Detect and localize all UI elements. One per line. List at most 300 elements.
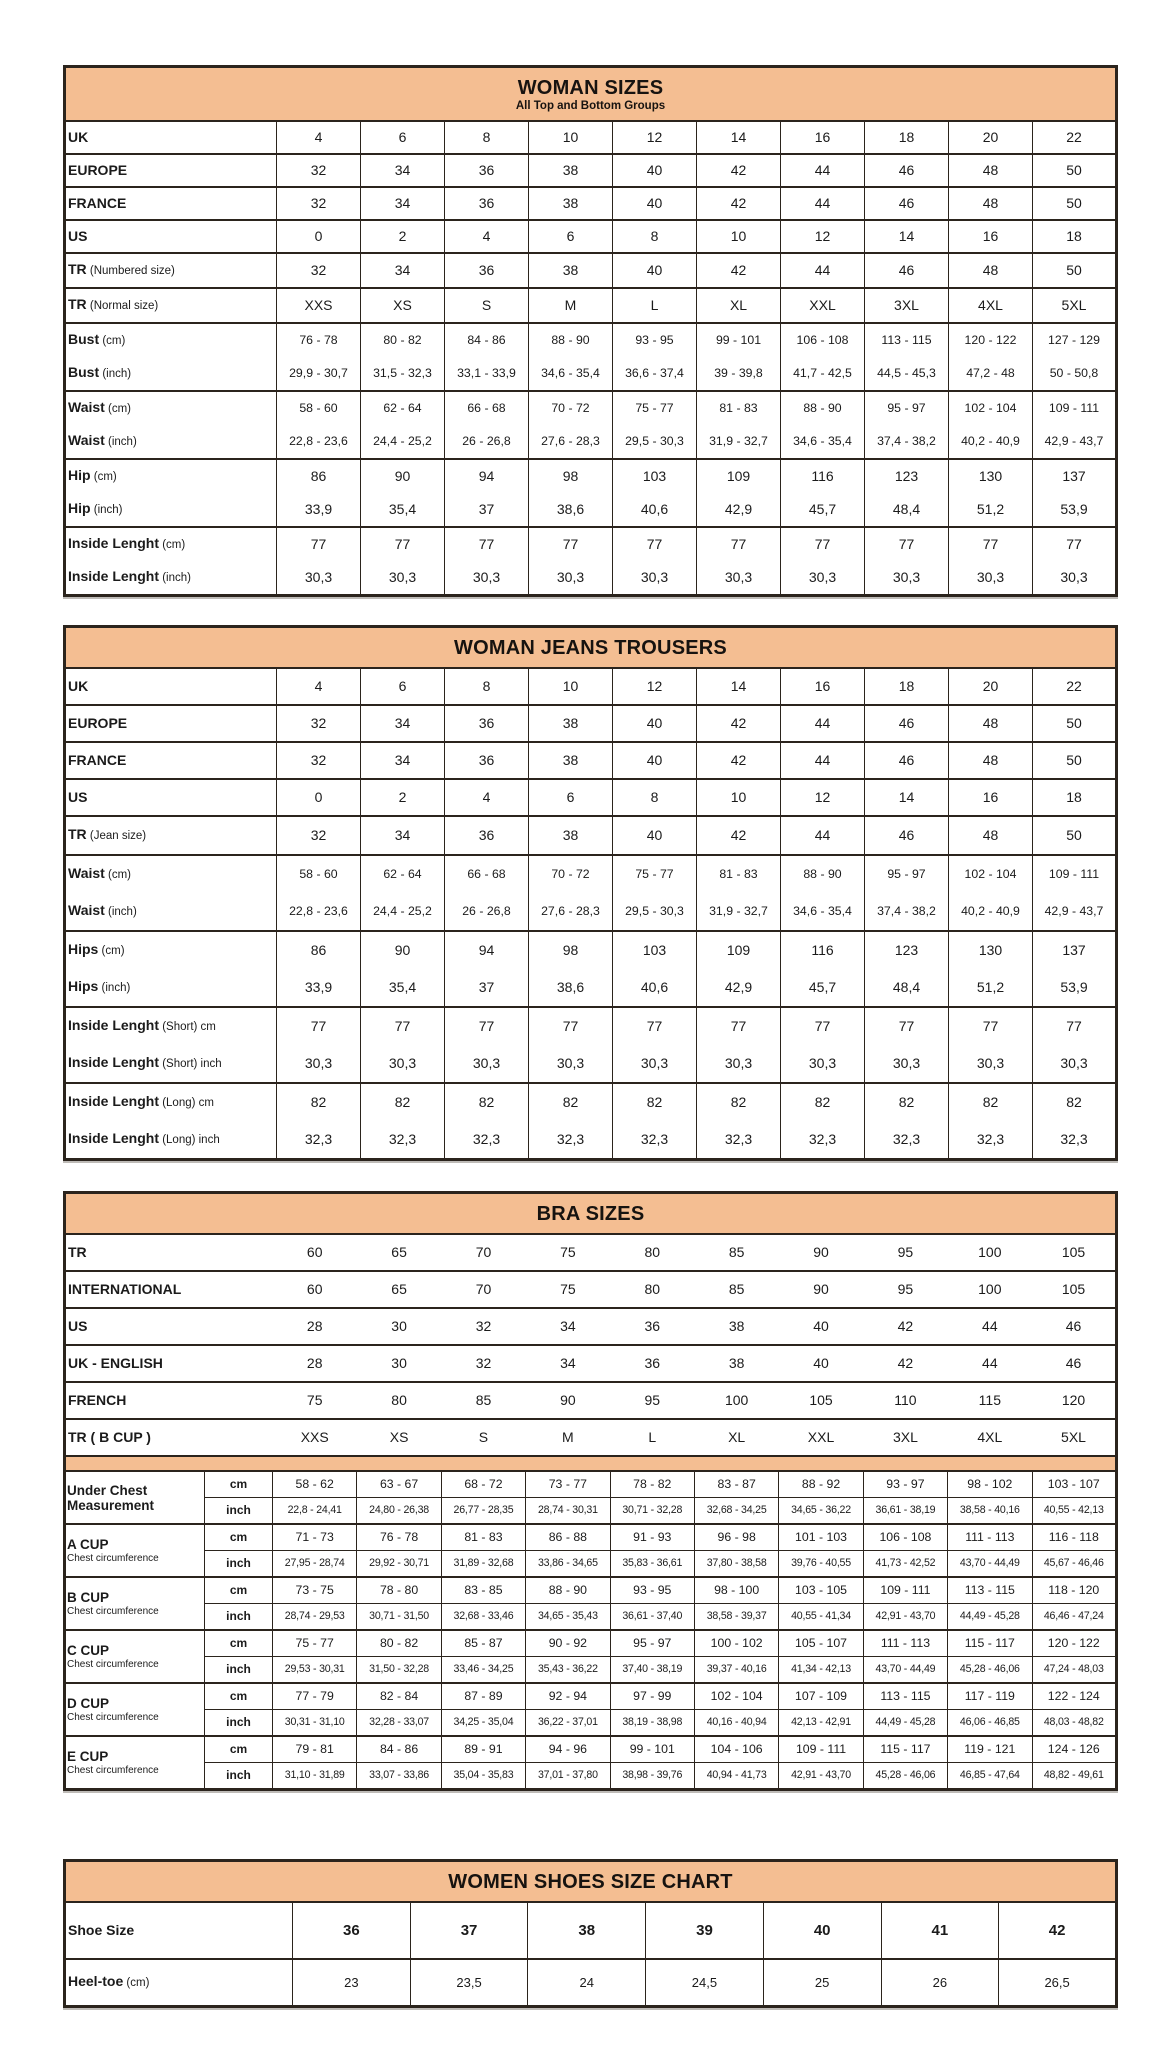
size-cell: 90: [526, 1382, 610, 1419]
size-cell: 90: [361, 931, 445, 969]
size-cell: 115 - 117: [948, 1630, 1032, 1657]
size-cell: 95 - 97: [865, 855, 949, 893]
size-cell: 65: [357, 1234, 441, 1271]
row-label-text: Inside Lenght: [68, 1054, 159, 1070]
table-row: [65, 1121, 1117, 1160]
size-cell: 34: [526, 1308, 610, 1345]
spacer: [0, 597, 1164, 625]
row-label-text: Bust: [68, 364, 100, 380]
size-cell: 38: [528, 1902, 646, 1959]
size-cell: 81 - 83: [441, 1524, 525, 1551]
size-cell: 88 - 90: [529, 323, 613, 357]
size-cell: 5XL: [1033, 288, 1117, 323]
size-cell: 30,3: [1033, 1045, 1117, 1083]
size-cell: 28,74 - 29,53: [273, 1604, 357, 1631]
table-row: [65, 1551, 1117, 1578]
size-cell: 44: [781, 816, 865, 855]
size-cell: 77: [361, 527, 445, 561]
size-cell: 38: [529, 705, 613, 742]
size-cell: 106 - 108: [781, 323, 865, 357]
size-cell: 5XL: [1032, 1419, 1116, 1456]
size-cell: 82: [361, 1083, 445, 1121]
size-cell: 98: [529, 459, 613, 493]
size-cell: 40: [613, 816, 697, 855]
size-cell: 12: [781, 779, 865, 816]
table-title: WOMEN SHOES SIZE CHART: [448, 1871, 733, 1893]
size-cell: 30,3: [865, 561, 949, 596]
size-cell: XXL: [779, 1419, 863, 1456]
size-cell: 32: [277, 253, 361, 288]
size-cell: 22,8 - 23,6: [277, 893, 361, 931]
table-section: [65, 1234, 1117, 1271]
size-cell: 95: [863, 1271, 947, 1308]
size-cell: 4: [445, 220, 529, 253]
size-cell: 42,9: [697, 493, 781, 527]
table-section: [65, 1419, 1117, 1456]
table-row: [65, 1083, 1117, 1121]
size-cell: 10: [697, 779, 781, 816]
row-label-text: Hip: [68, 500, 91, 516]
size-cell: 8: [445, 668, 529, 705]
size-cell: 32: [277, 816, 361, 855]
size-cell: 82 - 84: [357, 1683, 441, 1710]
top-spacer: [0, 0, 1164, 65]
table-header: [65, 1861, 1117, 1903]
size-cell: 27,6 - 28,3: [529, 893, 613, 931]
size-cell: 27,95 - 28,74: [273, 1551, 357, 1578]
table-section: [65, 1902, 1117, 1959]
size-cell: 50: [1033, 253, 1117, 288]
table-row: [65, 357, 1117, 391]
size-cell: 4: [277, 668, 361, 705]
size-cell: 30,3: [529, 1045, 613, 1083]
row-label-text: Waist: [68, 865, 105, 881]
size-cell: 38: [529, 154, 613, 187]
size-cell: 77: [277, 527, 361, 561]
size-cell: 24,80 - 26,38: [357, 1498, 441, 1525]
row-label: [65, 742, 277, 779]
size-cell: 16: [949, 779, 1033, 816]
cup-sublabel-text: Chest circumference: [67, 1659, 159, 1670]
size-cell: 44,49 - 45,28: [863, 1710, 947, 1737]
size-cell: 38: [529, 253, 613, 288]
unit-cell: inch: [205, 1710, 273, 1737]
size-cell: 47,2 - 48: [949, 357, 1033, 391]
size-cell: 22: [1033, 121, 1117, 154]
separator-band: [65, 1456, 1117, 1471]
size-cell: 38: [529, 742, 613, 779]
row-label-note: (inch): [104, 436, 137, 448]
size-cell: 90: [779, 1271, 863, 1308]
size-cell: 30,3: [949, 1045, 1033, 1083]
size-cell: 32,3: [613, 1121, 697, 1160]
size-cell: 30,3: [781, 561, 865, 596]
size-cell: 95 - 97: [610, 1630, 694, 1657]
table-section: [65, 288, 1117, 323]
size-cell: 42: [697, 187, 781, 220]
size-cell: 31,9 - 32,7: [697, 425, 781, 459]
size-cell: 60: [273, 1271, 357, 1308]
row-label-note: (inch): [90, 504, 123, 516]
size-cell: 80: [610, 1271, 694, 1308]
size-cell: 85: [441, 1382, 525, 1419]
size-cell: M: [529, 288, 613, 323]
size-cell: 41: [881, 1902, 999, 1959]
size-cell: 30,3: [361, 1045, 445, 1083]
row-label: [65, 1308, 273, 1345]
size-cell: 103 - 107: [1032, 1471, 1116, 1498]
size-cell: 40,16 - 40,94: [694, 1710, 778, 1737]
size-cell: L: [610, 1419, 694, 1456]
size-cell: 48: [949, 705, 1033, 742]
cup-label-text: B CUP: [67, 1590, 110, 1605]
size-cell: 8: [613, 220, 697, 253]
size-cell: 26,5: [999, 1959, 1117, 2007]
size-cell: 42: [863, 1345, 947, 1382]
size-cell: 77: [529, 527, 613, 561]
size-cell: 62 - 64: [361, 391, 445, 425]
size-cell: 116 - 118: [1032, 1524, 1116, 1551]
size-cell: 16: [781, 668, 865, 705]
row-label: [65, 969, 277, 1007]
size-cell: 37,80 - 38,58: [694, 1551, 778, 1578]
size-cell: 37,40 - 38,19: [610, 1657, 694, 1684]
table-row: [65, 779, 1117, 816]
size-cell: 46: [865, 816, 949, 855]
size-cell: 44: [781, 154, 865, 187]
size-cell: 28,74 - 30,31: [526, 1498, 610, 1525]
cup-section: [65, 1524, 1117, 1577]
size-cell: 94: [445, 931, 529, 969]
size-cell: 82: [781, 1083, 865, 1121]
row-label-text: Waist: [68, 399, 105, 415]
size-cell: 63 - 67: [357, 1471, 441, 1498]
table-row: [65, 561, 1117, 596]
size-cell: 53,9: [1033, 969, 1117, 1007]
table-header: [65, 627, 1117, 669]
size-cell: 36: [445, 742, 529, 779]
table-section: [65, 668, 1117, 705]
row-label: [65, 288, 277, 323]
table-row: [65, 1683, 1117, 1710]
table-row: [65, 154, 1117, 187]
size-cell: 46,85 - 47,64: [948, 1763, 1032, 1790]
size-cell: 32,3: [1033, 1121, 1117, 1160]
size-cell: 36: [445, 705, 529, 742]
size-cell: 100 - 102: [694, 1630, 778, 1657]
row-label-text: US: [68, 228, 88, 244]
size-cell: 34,65 - 36,22: [779, 1498, 863, 1525]
size-cell: 48: [949, 742, 1033, 779]
size-cell: 82: [697, 1083, 781, 1121]
row-label: [65, 527, 277, 561]
row-label: [65, 1121, 277, 1160]
size-cell: 86 - 88: [526, 1524, 610, 1551]
row-label-note: (Short) cm: [159, 1021, 216, 1033]
size-cell: 30,3: [277, 1045, 361, 1083]
size-cell: 93 - 97: [863, 1471, 947, 1498]
table-section: [65, 1959, 1117, 2007]
size-cell: 77 - 79: [273, 1683, 357, 1710]
size-cell: 30,3: [949, 561, 1033, 596]
row-label: [65, 1345, 273, 1382]
table-row: [65, 969, 1117, 1007]
size-cell: 109 - 111: [1033, 855, 1117, 893]
size-cell: 24,5: [646, 1959, 764, 2007]
row-label-text: Inside Lenght: [68, 568, 159, 584]
row-label-note: (inch): [104, 906, 137, 918]
size-cell: 109 - 111: [779, 1736, 863, 1763]
table-row: [65, 668, 1117, 705]
table-header-row: [65, 67, 1117, 122]
table-section: [65, 1308, 1117, 1345]
size-cell: 98 - 102: [948, 1471, 1032, 1498]
size-cell: 39,37 - 40,16: [694, 1657, 778, 1684]
row-label: [65, 1045, 277, 1083]
row-label: [65, 425, 277, 459]
size-cell: 30,3: [865, 1045, 949, 1083]
size-cell: XL: [697, 288, 781, 323]
row-label-text: UK: [68, 678, 89, 694]
row-label-text: UK - ENGLISH: [68, 1355, 163, 1371]
size-cell: 58 - 62: [273, 1471, 357, 1498]
size-cell: 75 - 77: [273, 1630, 357, 1657]
size-cell: 14: [697, 668, 781, 705]
size-cell: 115: [948, 1382, 1032, 1419]
row-label-note: (Jean size): [86, 830, 147, 842]
table-row: [65, 855, 1117, 893]
size-cell: 73 - 77: [526, 1471, 610, 1498]
size-cell: 48: [949, 187, 1033, 220]
size-cell: 46: [865, 742, 949, 779]
size-cell: 115 - 117: [863, 1736, 947, 1763]
cup-label: [65, 1683, 205, 1736]
size-cell: 34: [361, 187, 445, 220]
size-cell: 77: [697, 527, 781, 561]
size-cell: 105: [1032, 1271, 1116, 1308]
spacer: [0, 1791, 1164, 1859]
row-label-note: (inch): [159, 572, 191, 584]
size-cell: 14: [865, 220, 949, 253]
size-cell: 38: [529, 816, 613, 855]
size-cell: 10: [697, 220, 781, 253]
table-section: [65, 323, 1117, 391]
size-cell: 2: [361, 220, 445, 253]
size-cell: 46,06 - 46,85: [948, 1710, 1032, 1737]
table-row: [65, 288, 1117, 323]
size-cell: 26: [881, 1959, 999, 2007]
size-cell: 45,28 - 46,06: [948, 1657, 1032, 1684]
size-cell: 38,58 - 39,37: [694, 1604, 778, 1631]
size-cell: 4: [277, 121, 361, 154]
size-cell: 95: [863, 1234, 947, 1271]
size-cell: 36: [445, 816, 529, 855]
size-cell: 109: [697, 931, 781, 969]
size-cell: 24,4 - 25,2: [361, 425, 445, 459]
size-cell: 73 - 75: [273, 1577, 357, 1604]
size-cell: 96 - 98: [694, 1524, 778, 1551]
row-label-note: (inch): [98, 982, 131, 994]
size-cell: 75 - 77: [613, 391, 697, 425]
size-cell: 31,50 - 32,28: [357, 1657, 441, 1684]
row-label-text: Bust: [68, 331, 100, 347]
cup-label-text: A CUP: [67, 1537, 109, 1552]
size-cell: 71 - 73: [273, 1524, 357, 1551]
cup-label: [65, 1524, 205, 1577]
table-header-row: [65, 1861, 1117, 1903]
row-label: [65, 931, 277, 969]
size-cell: 38,19 - 38,98: [610, 1710, 694, 1737]
size-cell: 45,67 - 46,46: [1032, 1551, 1116, 1578]
row-label-text: FRENCH: [68, 1392, 127, 1408]
size-cell: 42,9 - 43,7: [1033, 425, 1117, 459]
table-row: [65, 1007, 1117, 1045]
table-row: [65, 425, 1117, 459]
size-cell: 25: [763, 1959, 881, 2007]
table-row: [65, 220, 1117, 253]
size-cell: 81 - 83: [697, 391, 781, 425]
size-cell: 40,55 - 41,34: [779, 1604, 863, 1631]
size-cell: 41,73 - 42,52: [863, 1551, 947, 1578]
size-cell: 33,9: [277, 969, 361, 1007]
row-label-text: Heel-toe: [68, 1973, 124, 1989]
size-cell: 100: [948, 1271, 1032, 1308]
size-cell: 104 - 106: [694, 1736, 778, 1763]
size-cell: 4XL: [949, 288, 1033, 323]
size-cell: 3XL: [863, 1419, 947, 1456]
size-cell: 30,3: [361, 561, 445, 596]
table-row: [65, 1630, 1117, 1657]
size-cell: 10: [529, 668, 613, 705]
row-label: [65, 1902, 293, 1959]
size-cell: 34,25 - 35,04: [441, 1710, 525, 1737]
size-cell: 36: [293, 1902, 411, 1959]
size-cell: 30,3: [445, 561, 529, 596]
size-cell: 29,5 - 30,3: [613, 425, 697, 459]
row-label-text: Shoe Size: [68, 1922, 135, 1938]
size-cell: 82: [529, 1083, 613, 1121]
size-cell: 109: [697, 459, 781, 493]
size-cell: 75 - 77: [613, 855, 697, 893]
table-section: [65, 779, 1117, 816]
table-row: [65, 893, 1117, 931]
size-cell: 77: [949, 1007, 1033, 1045]
size-cell: 4: [445, 779, 529, 816]
size-cell: 83 - 85: [441, 1577, 525, 1604]
size-cell: 20: [949, 121, 1033, 154]
row-label-note: (Long) inch: [159, 1134, 220, 1146]
cup-section: [65, 1577, 1117, 1630]
row-label-text: Waist: [68, 432, 105, 448]
size-cell: 88 - 90: [781, 391, 865, 425]
size-cell: 47,24 - 48,03: [1032, 1657, 1116, 1684]
size-cell: 35,43 - 36,22: [526, 1657, 610, 1684]
size-cell: 32,28 - 33,07: [357, 1710, 441, 1737]
size-cell: 0: [277, 220, 361, 253]
size-cell: 80: [610, 1234, 694, 1271]
unit-cell: cm: [205, 1577, 273, 1604]
size-cell: 38,6: [529, 493, 613, 527]
table-row: [65, 816, 1117, 855]
row-label-text: Inside Lenght: [68, 535, 159, 551]
size-cell: XS: [361, 288, 445, 323]
size-cell: 105 - 107: [779, 1630, 863, 1657]
unit-cell: inch: [205, 1657, 273, 1684]
size-cell: 34: [361, 253, 445, 288]
size-cell: 111 - 113: [948, 1524, 1032, 1551]
size-cell: 42,91 - 43,70: [863, 1604, 947, 1631]
size-cell: 75: [526, 1234, 610, 1271]
table-header-row: [65, 1193, 1117, 1235]
size-cell: 29,5 - 30,3: [613, 893, 697, 931]
unit-cell: cm: [205, 1630, 273, 1657]
table-row: [65, 1902, 1117, 1959]
size-cell: 70: [441, 1234, 525, 1271]
table-section: [65, 705, 1117, 742]
row-label: [65, 1382, 273, 1419]
size-cell: 34: [526, 1345, 610, 1382]
size-cell: 100: [694, 1382, 778, 1419]
size-cell: 30,3: [781, 1045, 865, 1083]
row-label-note: (cm): [123, 1977, 150, 1989]
table-section: [65, 187, 1117, 220]
size-cell: 117 - 119: [948, 1683, 1032, 1710]
row-label-text: Inside Lenght: [68, 1093, 159, 1109]
table-row: [65, 705, 1117, 742]
size-cell: 48: [949, 816, 1033, 855]
size-cell: 106 - 108: [863, 1524, 947, 1551]
size-cell: 32,3: [445, 1121, 529, 1160]
table-row: [65, 527, 1117, 561]
row-label-note: (cm): [104, 403, 132, 415]
row-label-text: INTERNATIONAL: [68, 1281, 182, 1297]
size-cell: 82: [277, 1083, 361, 1121]
size-cell: 6: [529, 779, 613, 816]
size-cell: 48: [949, 253, 1033, 288]
size-cell: 113 - 115: [863, 1683, 947, 1710]
size-cell: 30,3: [277, 561, 361, 596]
row-label-text: TR: [68, 1244, 87, 1260]
size-cell: 50: [1033, 816, 1117, 855]
size-cell: 78 - 82: [610, 1471, 694, 1498]
size-cell: 44: [948, 1308, 1032, 1345]
table-title: WOMAN SIZES: [517, 77, 664, 99]
size-cell: 98: [529, 931, 613, 969]
size-cell: 24,4 - 25,2: [361, 893, 445, 931]
size-cell: 42: [697, 816, 781, 855]
size-cell: 137: [1033, 931, 1117, 969]
size-cell: 36,61 - 37,40: [610, 1604, 694, 1631]
size-cell: 23,5: [410, 1959, 528, 2007]
size-cell: 30,3: [613, 561, 697, 596]
size-cell: 65: [357, 1271, 441, 1308]
size-cell: 0: [277, 779, 361, 816]
size-cell: 122 - 124: [1032, 1683, 1116, 1710]
size-cell: 48,4: [865, 493, 949, 527]
unit-cell: cm: [205, 1471, 273, 1498]
table-row: [65, 742, 1117, 779]
row-label: [65, 816, 277, 855]
size-cell: 45,28 - 46,06: [863, 1763, 947, 1790]
size-cell: 123: [865, 931, 949, 969]
size-cell: 77: [529, 1007, 613, 1045]
size-cell: 46: [865, 705, 949, 742]
table-subtitle: All Top and Bottom Groups: [515, 100, 666, 112]
size-cell: 36: [445, 253, 529, 288]
size-cell: 81 - 83: [697, 855, 781, 893]
size-cell: 40,55 - 42,13: [1032, 1498, 1116, 1525]
size-cell: 82: [445, 1083, 529, 1121]
